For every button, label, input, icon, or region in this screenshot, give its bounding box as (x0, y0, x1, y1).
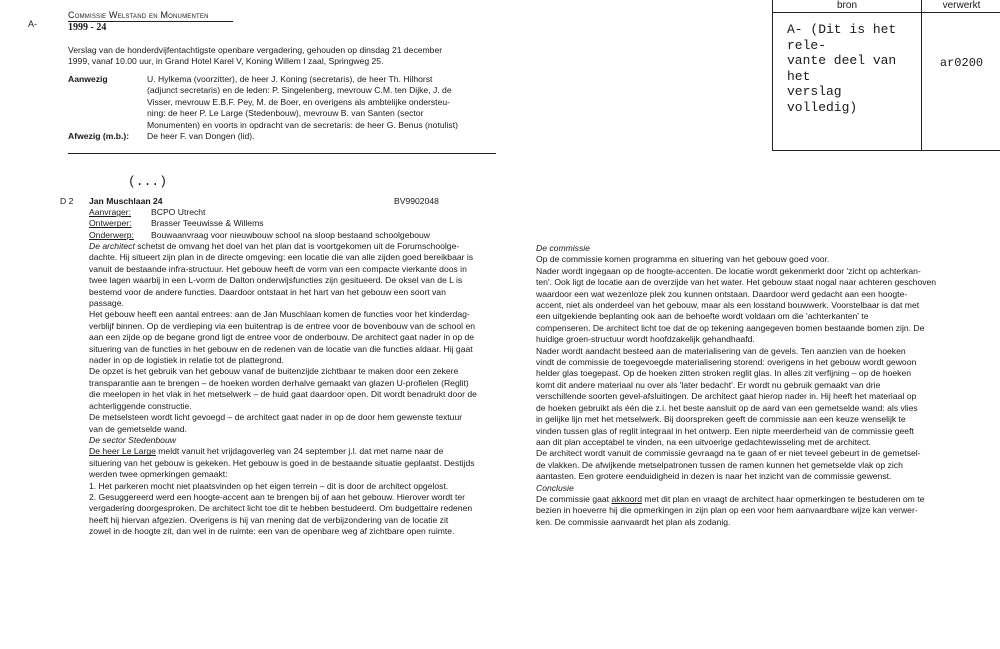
present-label: Aanwezig (68, 74, 108, 84)
text-line: twee lagen waarbij in een L-vorm de Dalton onderwijsfuncties zijn gesitueerd. De oksel van de L is (89, 275, 463, 286)
present-line: Visser, mevrouw E.B.F. Pey, M. de Boer, en overigens als ambtelijke ondersteu- (147, 96, 450, 107)
text-line: situering van de functies in het gebouw en de redenen van de locatie van die functies aldaar. Hij gaat (89, 343, 473, 354)
absent-label: Afwezig (m.b.): (68, 131, 130, 141)
intro-line: Verslag van de honderdvijfentachtigste openbare vergadering, gehouden op dinsdag 21 december (68, 45, 443, 55)
text-line: vindt de commissie de toegevoegde materialisering storend: overigens in het gebouw wordt gewoon (536, 357, 917, 368)
text-line (89, 446, 509, 457)
text-line: vanuit de bestaande infra-structuur. Het gebouw heeft de vorm van een compacte vierkante doos in (89, 263, 467, 274)
item-title: Jan Muschlaan 24 (89, 196, 163, 206)
meta-label: Onderwerp: (89, 229, 134, 240)
stamp-divider (921, 0, 922, 150)
text-line: aantasten. Een grotere eenduidigheid in dezen is naar het inzicht van de commissie gewenst. (536, 471, 892, 482)
text-line: De metselsteen wordt licht gevoegd – de architect gaat nader in op de door hem gewenste textuur (89, 412, 463, 423)
meta-label: Aanvrager: (89, 207, 132, 217)
decision-word: akkoord (611, 493, 643, 504)
meta-row (89, 207, 430, 218)
text-line: Op de commissie komen programma en situering van het gebouw goed voor. (536, 254, 830, 265)
stamp-col-source: bron (836, 0, 857, 11)
absent-value: De heer F. van Dongen (lid). (147, 131, 255, 141)
year-number: 1999 - 24 (68, 22, 107, 33)
text-line: die meelopen in het vlak in het metselwerk – de huid gaat daardoor open. Dit wordt benadrukt door de (89, 389, 477, 400)
text-line: passage. (89, 298, 124, 309)
text-fragment: meldt vanuit het vrijdagoverleg van 24 september j.l. dat met name naar de (155, 446, 444, 457)
margin-mark: A- (28, 19, 37, 29)
stamp-header-line (773, 12, 1000, 13)
stamp-note (787, 22, 917, 115)
item-reference: BV9902048 (394, 196, 439, 206)
text-line: transparantie aan te brengen – de hoeken worden derhalve gemaakt van glazen U-profielen (Reglit) (89, 377, 469, 388)
text-line: nader in op de logistiek in relatie tot de plattegrond. (89, 355, 284, 366)
archive-stamp (772, 0, 1000, 151)
section-heading: De sector Stedenbouw (89, 434, 176, 445)
text-line: verschillende soorten gevel-afsluitingen. De architect gaat hierop nader in. Hij heeft het materiaal op (536, 391, 917, 402)
text-line: vinden tussen glas of reglit integraal in het ontwerp. Een nipte meerderheid van de commissie geeft (536, 425, 914, 436)
conclusion-heading: Conclusie (536, 482, 574, 493)
stamp-note-line: A- (Dit is het rele- (787, 22, 897, 53)
text-fragment: De commissie gaat (536, 493, 612, 504)
text-line: aan een zijde op de begane grond ligt de entree voor de onderbouw. De architect gaat nader in op de (89, 332, 475, 343)
intro-line: 1999, vanaf 10.00 uur, in Grand Hotel Karel V, Koning Willem I zaal, Springweg 25. (68, 56, 384, 67)
meta-label: Ontwerper: (89, 218, 132, 229)
list-line: zowel in de hoogte zit, dan wel in de ruimte: een van de openbare weg af zichtbare open ruimte. (89, 526, 455, 537)
text-line (536, 494, 976, 505)
stamp-code: ar0200 (939, 56, 984, 70)
list-line: heeft hij hiervan afgezien. Overigens is hij van mening dat de verbijzondering van de locatie zit (89, 514, 449, 525)
item-number: D 2 (60, 196, 74, 206)
text-line: Het gebouw heeft een aantal entrees: aan de Jan Muschlaan komen de functies voor het kinderdag- (89, 309, 470, 320)
meta-row (89, 218, 430, 229)
text-line: helder glas toegepast. Op de hoeken zitten stroken reglit glas. In alles zit verfijning – op de hoeken (536, 368, 912, 379)
meta-value: Bouwaanvraag voor nieuwbouw school na sloop bestaand schoolgebouw (151, 229, 431, 240)
list-line: vergadering doorgesproken. De architect licht toe dit te hebben bestudeerd. Om budgettaire redenen (89, 503, 473, 514)
stamp-col-processed: verwerkt (942, 0, 981, 11)
text-line: Nader wordt aandacht besteed aan de materialisering van de gevels. Ten aanzien van de hoeken (536, 345, 906, 356)
text-line: aan dit plan acceptabel te vinden, na een uitvoerige gedachtewisseling met de architect. (536, 436, 871, 447)
text-line: De architect wordt vanuit de commissie gevraagd na te gaan of er niet teveel gebeurt in de gemetsel- (536, 448, 921, 459)
text-line: Nader wordt ingegaan op de hoogte-accenten. De locatie wordt gekenmerkt door 'zicht op achterkan- (536, 265, 921, 276)
present-line: Monumenten) en voorts in opdracht van de secretaris: de heer G. Benus (notulist) (147, 119, 458, 130)
present-line: (adjunct secretaris) en de leden: P. Singelenberg, mevrouw C.M. ten Dijke, J. de (147, 85, 452, 96)
meta-row (89, 230, 430, 241)
text-line: komt dit andere materiaal nu over als 'later bedacht'. Er wordt nu gebruik gemaakt van drie (536, 379, 881, 390)
text-line: achterliggende constructie. (89, 400, 192, 411)
text-line: bestemd voor de andere functies. Daardoor ontstaat in het hart van het gebouw een soort van (89, 286, 446, 297)
text-line: ten'. Ook ligt de locatie aan de overzijde van het water. Het gebouw staat nogal naar achteren geschoven (536, 277, 937, 288)
text-line: van de gemetselde wand. (89, 423, 187, 434)
text-line: werden twee opmerkingen gemaakt: (89, 469, 228, 480)
item-meta (89, 207, 430, 241)
text-line: bezien in hoeverre hij die opmerkingen in zijn plan op een voor hem aanvaardbare wijze kan verwer- (536, 505, 918, 516)
text-line: compenseren. De architect licht toe dat de op tekening aangegeven bomen bestaande bomen zijn. De (536, 322, 925, 333)
section-heading: De commissie (536, 243, 590, 253)
meta-value: BCPO Utrecht (151, 207, 206, 217)
text-line: De opzet is het gebruik van het gebouw vanaf de buitenzijde zichtbaar te maken door een zekere (89, 366, 459, 377)
text-line: dachte. Hij situeert zijn plan in de directe omgeving: een locatie die van alle zijden goed bereikbaar is (89, 252, 474, 263)
text-line: situering van het gebouw is gekeken. Het gebouw is goed in de bestaande situatie geplaatst. Destijds (89, 457, 475, 468)
text-line: waardoor een wat wezenloze plek zou kunnen ontstaan. Daardoor werd gedacht aan een hoogte- (536, 288, 908, 299)
attendance-rule (68, 153, 496, 154)
text-line: huidige groen-structuur wordt hoofdzakelijk gehandhaafd. (536, 334, 755, 345)
text-line: de vlakken. De afwijkende metselpatronen tussen de ramen kunnen het gemetselde vlak op zich (536, 459, 903, 470)
text-line: in gelijke lijn met het metselwerk. Bij doorspreken geeft de commissie aan een keuze wenselijk te (536, 414, 906, 425)
text-line: accent, niet als onderdeel van het gebouw, maar als een losstand bouwwerk. Voorstelbaar is dat met (536, 300, 920, 311)
left-column (89, 241, 509, 538)
speaker: De heer Le Large (89, 446, 156, 457)
stamp-note-line: verslag volledig) (787, 84, 858, 115)
text-line: de hoeken gebruikt als één die z.i. het beste aansluit op de aard van een gemetselde wand: als vlies (536, 402, 918, 413)
omission-mark: (...) (128, 174, 168, 189)
text-fragment: met dit plan en vraagt de architect haar opmerkingen te bestuderen om te (642, 493, 925, 504)
text-fragment: schetst de omvang het doel van het plan dat is voortgekomen uit de Forumschoolge- (134, 241, 460, 251)
list-line: 2. Gesuggereerd werd een hoogte-accent aan te brengen bij of aan het gebouw. Hierover wordt ter (89, 491, 465, 502)
list-line: 1. Het parkeren mocht niet plaatsvinden op het eigen terrein – dit is door de architect opgelost. (89, 480, 449, 491)
intro-text (68, 45, 442, 68)
present-list (147, 74, 497, 131)
speaker: De architect (89, 241, 135, 251)
text-line (89, 241, 509, 252)
text-line: verblijf binnen. Op de verdieping via een buitentrap is de entree voor de bovenbouw van de school en (89, 320, 476, 331)
right-column (536, 243, 976, 528)
text-line: ken. De commissie aanvaardt het plan als zodanig. (536, 516, 731, 527)
stamp-note-line: vante deel van het (787, 53, 897, 84)
meta-value: Brasser Teeuwisse & Willems (151, 218, 264, 229)
present-line: ning: de heer P. Le Large (Stedenbouw), mevrouw B. van Santen (sector (147, 108, 424, 119)
present-line: U. Hylkema (voorzitter), de heer J. Koning (secretaris), de heer Th. Hilhorst (147, 74, 433, 84)
committee-name: Commissie Welstand en Monumenten (68, 10, 209, 20)
text-line: een uitgekiende beplanting ook aan de behoefte wordt voldaan om die 'achterkanten' te (536, 311, 869, 322)
